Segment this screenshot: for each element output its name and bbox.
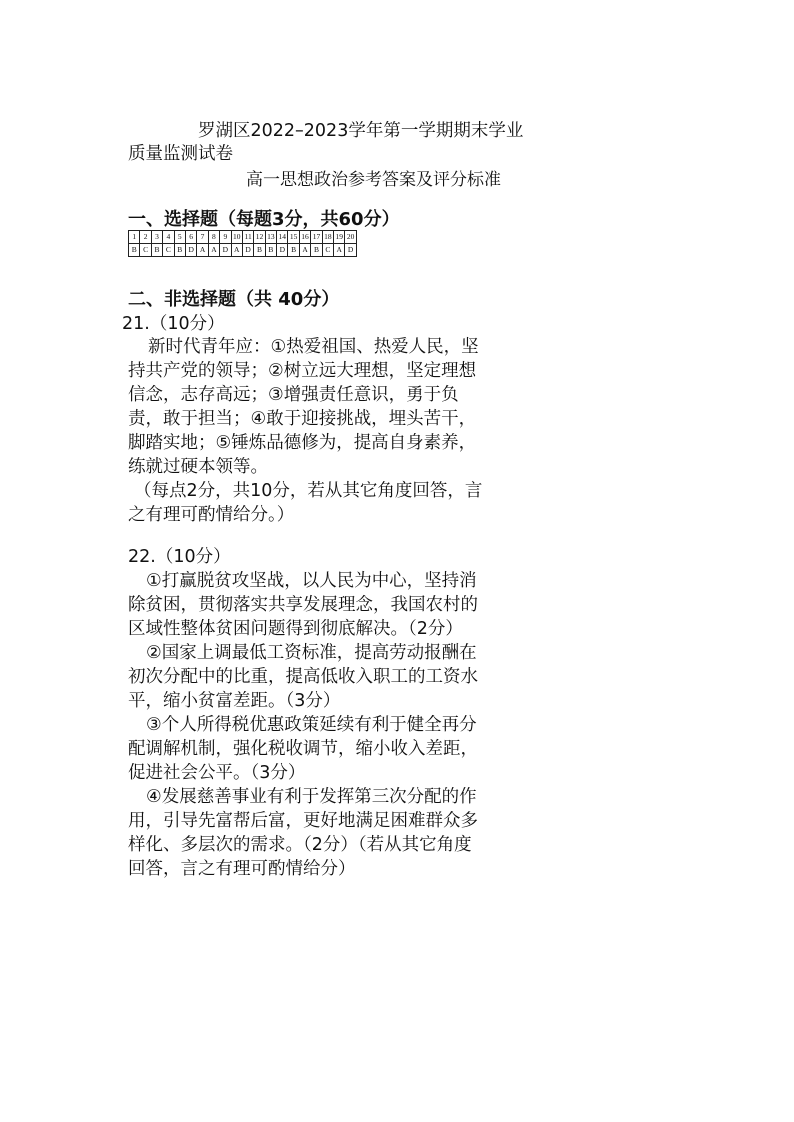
answer-cell: A — [231, 244, 242, 257]
answer-cell: D — [345, 244, 356, 257]
question-number-cell: 8 — [208, 231, 219, 244]
question-number-cell: 20 — [345, 231, 356, 244]
answer-cell: A — [299, 244, 310, 257]
answer-cell: A — [334, 244, 345, 257]
document-subtitle: 高一思想政治参考答案及评分标准 — [246, 170, 501, 190]
question-number-cell: 17 — [311, 231, 322, 244]
question-number-cell: 13 — [265, 231, 276, 244]
question-number-cell: 11 — [242, 231, 253, 244]
question-number-cell: 15 — [288, 231, 299, 244]
q21-scoring-note: 之有理可酌情给分。） — [128, 505, 295, 525]
question-number-cell: 10 — [231, 231, 242, 244]
answer-cell: B — [254, 244, 265, 257]
question-number-cell: 9 — [220, 231, 231, 244]
q22-line: 促进社会公平。（3分） — [128, 763, 306, 783]
answer-cell: B — [129, 244, 140, 257]
answer-cell: A — [197, 244, 208, 257]
question-number-cell: 5 — [174, 231, 185, 244]
document-title-line-2: 质量监测试卷 — [128, 144, 233, 164]
answer-cell: C — [322, 244, 333, 257]
question-number-cell: 2 — [140, 231, 151, 244]
question-number-row — [129, 231, 357, 244]
q21-line: 脚踏实地；⑤锤炼品德修为，提高自身素养， — [128, 433, 477, 453]
q21-header: 21.（10分） — [122, 314, 225, 334]
question-number-cell: 19 — [334, 231, 345, 244]
question-number-cell: 6 — [185, 231, 196, 244]
q21-line: 练就过硬本领等。 — [128, 457, 268, 477]
question-number-cell: 7 — [197, 231, 208, 244]
answer-cell: C — [140, 244, 151, 257]
q22-line: ②国家上调最低工资标准，提高劳动报酬在 — [146, 643, 477, 663]
q22-line: ③个人所得税优惠政策延续有利于健全再分 — [146, 715, 477, 735]
answer-cell: B — [174, 244, 185, 257]
q21-line: 信念，志存高远；③增强责任意识，勇于负 — [128, 385, 459, 405]
q22-line: 样化、多层次的需求。（2分）（若从其它角度 — [128, 835, 472, 855]
q22-scoring-note: 回答，言之有理可酌情给分） — [128, 859, 356, 879]
answer-cell: A — [208, 244, 219, 257]
answer-cell: B — [288, 244, 299, 257]
q22-line: 初次分配中的比重，提高低收入职工的工资水 — [128, 667, 478, 687]
q21-line: 持共产党的领导；②树立远大理想，坚定理想 — [128, 361, 477, 381]
question-number-cell: 3 — [151, 231, 162, 244]
q22-line: ④发展慈善事业有利于发挥第三次分配的作 — [146, 787, 477, 807]
q21-line: 新时代青年应：①热爱祖国、热爱人民，坚 — [148, 337, 479, 357]
section-1-heading: 一、选择题（每题3分，共60分） — [128, 209, 400, 230]
question-number-cell: 4 — [163, 231, 174, 244]
q22-line: 平，缩小贫富差距。（3分） — [128, 691, 341, 711]
question-number-cell: 18 — [322, 231, 333, 244]
document-title-line-1: 罗湖区2022–2023学年第一学期期末学业 — [198, 121, 524, 141]
q22-line: 用，引导先富帮后富，更好地满足困难群众多 — [128, 811, 478, 831]
q22-line: 除贫困，贯彻落实共享发展理念，我国农村的 — [128, 595, 478, 615]
answer-cell: B — [265, 244, 276, 257]
answer-cell: D — [277, 244, 288, 257]
answer-row — [129, 244, 357, 257]
answer-cell: C — [163, 244, 174, 257]
q22-line: ①打赢脱贫攻坚战，以人民为中心，坚持消 — [146, 571, 477, 591]
question-number-cell: 12 — [254, 231, 265, 244]
choice-answer-table — [128, 230, 357, 257]
answer-cell: D — [242, 244, 253, 257]
q22-line: 区域性整体贫困问题得到彻底解决。（2分） — [128, 619, 463, 639]
answer-cell: D — [185, 244, 196, 257]
q21-scoring-note: （每点2分，共10分，若从其它角度回答，言 — [134, 481, 483, 501]
question-number-cell: 16 — [299, 231, 310, 244]
question-number-cell: 14 — [277, 231, 288, 244]
answer-cell: D — [220, 244, 231, 257]
section-2-heading: 二、非选择题（共 40分） — [128, 289, 340, 310]
answer-cell: B — [311, 244, 322, 257]
question-number-cell: 1 — [129, 231, 140, 244]
q22-line: 配调解机制，强化税收调节，缩小收入差距， — [128, 739, 478, 759]
q21-line: 责，敢于担当；④敢于迎接挑战，埋头苦干， — [128, 409, 477, 429]
answer-cell: B — [151, 244, 162, 257]
q22-header: 22.（10分） — [128, 547, 231, 567]
